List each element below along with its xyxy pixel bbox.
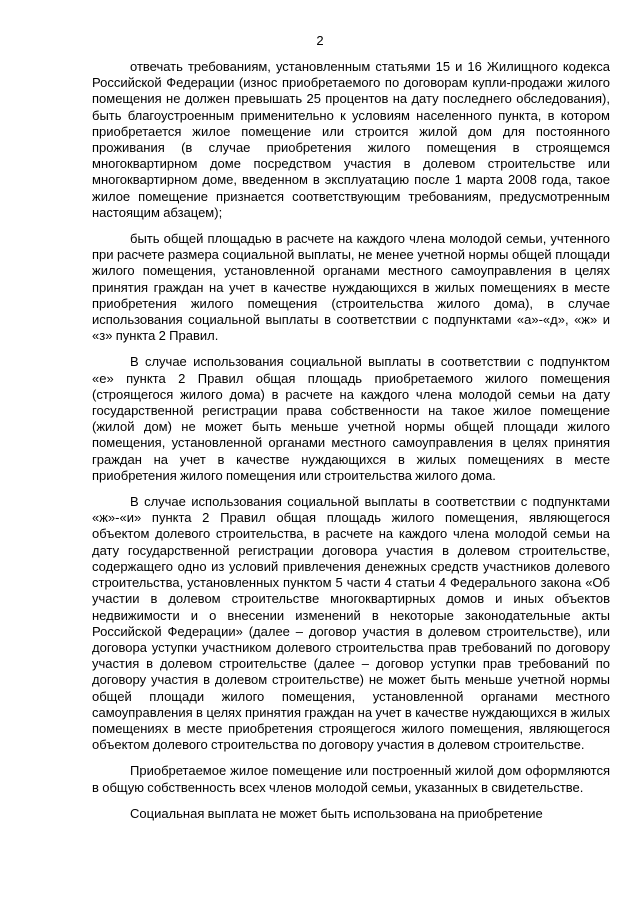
page-number: 2 [316,33,324,48]
paragraph-payment-restriction: Социальная выплата не может быть использована на приобретение [130,805,543,821]
paragraph-common-ownership: Приобретаемое жилое помещение или построенный жилой дом оформляются в общую собственность всех членов молодой семьи, указанных в свидетельстве. [92,763,610,795]
document-body [92,59,610,832]
paragraph-shared-construction: В случае использования социальной выплаты в соответствии с подпунктами «ж»-«и» пункта 2 Правил общая площадь жилого помещения, являющегося объектом долевого строительства, в расчете на каждого члена молодой семьи на дату государственной регистрации договора участия в долевом строительстве, содержащего одно из условий привлечения денежных средств участников долевого строительства, установленных пунктом 5 части 4 статьи 4 Федерального закона «Об участии в долевом строительстве многоквартирных домов и иных объектов недвижимости и о внесении изменений в некоторые законодательные акты Российской Федерации» (далее – договор участия в долевом строительстве), или договора уступки участником долевого строительства прав требований по договору участия в долевом строительстве (далее – договор уступки прав требований по договору участия в долевом строительстве) не может быть меньше учетной нормы общей площади жилого помещения, установленной органами местного самоуправления в целях принятия граждан на учет в качестве нуждающихся в жилых помещениях в месте приобретения строящегося жилого помещения, являющегося объектом долевого строительства по договору участия в долевом строительстве. [92,494,610,753]
paragraph-area-per-member: быть общей площадью в расчете на каждого члена молодой семьи, учтенного при расчете размера социальной выплаты, не менее учетной нормы общей площади жилого помещения, установленной органами местного самоуправления в целях принятия граждан на учет в качестве нуждающихся в жилых помещениях в месте приобретения жилого помещения (строительства жилого дома), в случае использования социальной выплаты в соответствии с подпунктами «а»-«д», «ж» и «з» пункта 2 Правил. [92,231,610,344]
paragraph-housing-requirements: отвечать требованиям, установленным статьями 15 и 16 Жилищного кодекса Российской Федерации (износ приобретаемого по договорам купли-продажи жилого помещения не должен превышать 25 процентов на дату последнего обследования), быть благоустроенным применительно к условиям населенного пункта, в котором приобретается жилое помещение или строится жилой дом для постоянного проживания (в случае приобретения жилого помещения в строящемся многоквартирном доме посредством участия в долевом строительстве или многоквартирном доме, введенном в эксплуатацию после 1 марта 2008 года, такое жилое помещение признается соответствующим требованиям, предусмотренным настоящим абзацем); [92,59,610,220]
paragraph-subpoint-e: В случае использования социальной выплаты в соответствии с подпунктом «е» пункта 2 Правил общая площадь приобретаемого жилого помещения (строящегося жилого дома) в расчете на каждого члена молодой семьи на дату государственной регистрации права собственности на такое жилое помещение (жилой дом) не может быть меньше учетной нормы общей площади жилого помещения, установленной органами местного самоуправления в целях принятия граждан на учет в качестве нуждающихся в жилых помещениях в месте приобретения жилого помещения или строительства жилого дома. [92,354,610,483]
